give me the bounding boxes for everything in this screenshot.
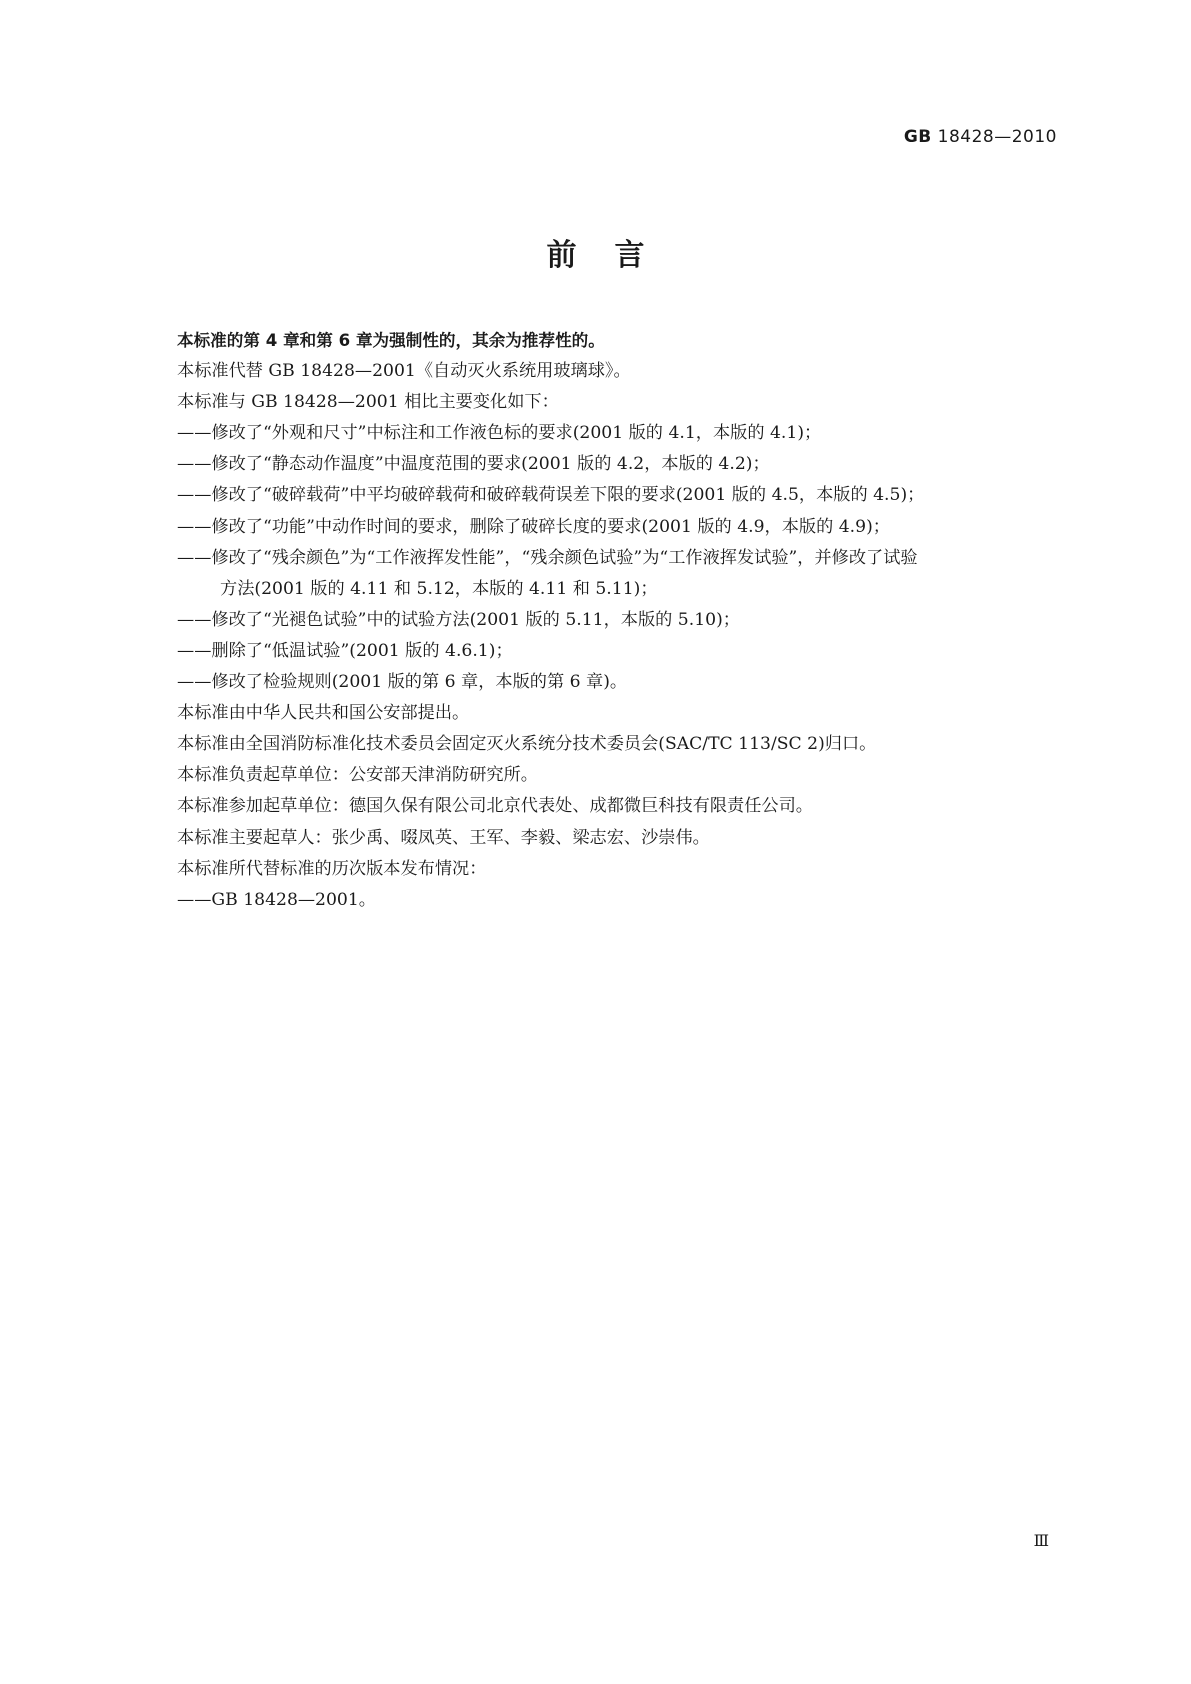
body-line: ——修改了“外观和尺寸”中标注和工作液色标的要求(2001 版的 4.1，本版的 4.1)； [177, 423, 822, 444]
body-line: ——修改了“残余颜色”为“工作液挥发性能”，“残余颜色试验”为“工作液挥发试验”，并修改了试验 [177, 547, 918, 568]
body-line: ——修改了“功能”中动作时间的要求，删除了破碎长度的要求(2001 版的 4.9，本版的 4.9)； [177, 516, 890, 537]
body-line: 本标准的第 4 章和第 6 章为强制性的，其余为推荐性的。 [177, 331, 605, 350]
body-line: 本标准与 GB 18428—2001 相比主要变化如下： [177, 392, 559, 413]
standard-number [904, 127, 1057, 147]
body-line: 本标准负责起草单位：公安部天津消防研究所。 [177, 765, 538, 786]
body-line: ——删除了“低温试验”(2001 版的 4.6.1)； [177, 640, 513, 661]
body-line: 本标准所代替标准的历次版本发布情况： [177, 858, 487, 879]
body-line: ——修改了“破碎载荷”中平均破碎载荷和破碎载荷误差下限的要求(2001 版的 4.5，本版的 4.5)； [177, 485, 925, 506]
standard-code: 18428—2010 [937, 127, 1057, 147]
body-line: ——GB 18428—2001。 [177, 889, 376, 910]
standard-prefix: GB [903, 127, 932, 147]
body-line: 本标准代替 GB 18428—2001《自动灭火系统用玻璃球》。 [177, 361, 631, 382]
body-line: ——修改了“光褪色试验”中的试验方法(2001 版的 5.11，本版的 5.10)； [177, 609, 740, 630]
body-line: ——修改了检验规则(2001 版的第 6 章，本版的第 6 章)。 [177, 672, 628, 693]
body-line: ——修改了“静态动作温度”中温度范围的要求(2001 版的 4.2，本版的 4.2)； [177, 454, 770, 475]
page-title: 前言 [546, 238, 683, 273]
body-line: 本标准由中华人民共和国公安部提出。 [177, 703, 470, 724]
page-number: Ⅲ [1033, 1531, 1048, 1550]
body-line: 本标准由全国消防标准化技术委员会固定灭火系统分技术委员会(SAC/TC 113/SC 2)归口。 [177, 734, 877, 755]
body-line: 本标准主要起草人：张少禹、啜凤英、王军、李毅、梁志宏、沙崇伟。 [177, 827, 710, 848]
body-line: 方法(2001 版的 4.11 和 5.12，本版的 4.11 和 5.11)； [220, 578, 658, 599]
body-line: 本标准参加起草单位：德国久保有限公司北京代表处、成都微巨科技有限责任公司。 [177, 796, 813, 817]
document-body [177, 325, 1057, 916]
